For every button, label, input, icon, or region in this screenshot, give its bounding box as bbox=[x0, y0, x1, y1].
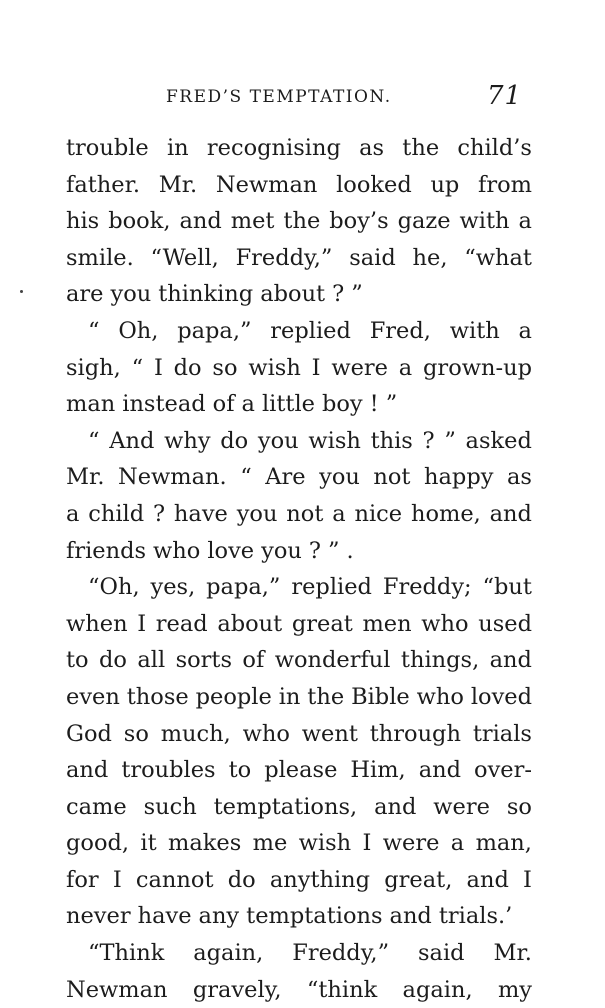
text-line-words bbox=[66, 606, 532, 643]
word: replied bbox=[291, 574, 372, 601]
word: looked bbox=[336, 171, 412, 198]
word: nice bbox=[354, 500, 403, 527]
text-line-words bbox=[66, 679, 532, 716]
text-line-words bbox=[88, 423, 532, 460]
word: book, bbox=[108, 208, 171, 235]
word: troubles bbox=[121, 757, 216, 784]
word: Are bbox=[265, 464, 306, 491]
word: a bbox=[450, 830, 465, 857]
word: replied bbox=[270, 317, 351, 344]
word: trials.’ bbox=[438, 903, 513, 930]
word: never bbox=[66, 903, 131, 930]
word: even bbox=[66, 683, 120, 710]
word: me bbox=[252, 830, 288, 857]
word: who bbox=[242, 720, 290, 747]
word: not bbox=[373, 464, 411, 491]
word: “Think bbox=[88, 940, 165, 967]
word: used bbox=[478, 610, 532, 637]
word: I bbox=[112, 866, 122, 893]
text-line-words bbox=[66, 496, 532, 533]
word: ” bbox=[327, 537, 340, 564]
word: “ bbox=[131, 354, 144, 381]
text-line-words bbox=[66, 642, 532, 679]
word: the bbox=[283, 208, 321, 235]
word: to bbox=[66, 647, 89, 674]
word: and bbox=[466, 866, 509, 893]
word: a bbox=[241, 391, 255, 418]
word: you bbox=[261, 537, 302, 564]
word: friends bbox=[66, 537, 147, 564]
margin-speck bbox=[20, 290, 23, 293]
chapter-title: FRED’S TEMPTATION. bbox=[166, 87, 392, 107]
word: to bbox=[228, 757, 252, 784]
text-line bbox=[66, 350, 532, 387]
word: were bbox=[382, 830, 440, 857]
word: the bbox=[402, 135, 440, 161]
word: read bbox=[155, 610, 208, 637]
text-line-words bbox=[66, 130, 532, 167]
text-line bbox=[66, 935, 532, 972]
word: please bbox=[264, 757, 338, 784]
word: with bbox=[459, 208, 510, 235]
word: do bbox=[99, 647, 127, 674]
text-line bbox=[66, 167, 532, 204]
word: a bbox=[518, 208, 532, 235]
word: and bbox=[418, 757, 462, 784]
word: all bbox=[137, 647, 166, 674]
text-line-words bbox=[88, 935, 532, 972]
word: people bbox=[195, 683, 272, 710]
word: ” bbox=[444, 427, 456, 454]
word: temptations bbox=[246, 903, 383, 930]
text-line-words bbox=[88, 569, 532, 606]
text-line bbox=[66, 606, 532, 643]
word: . bbox=[346, 537, 354, 564]
word: instead bbox=[122, 391, 206, 418]
text-line-words bbox=[66, 716, 532, 753]
word: have bbox=[137, 903, 192, 930]
word: and bbox=[489, 500, 532, 527]
word: Newman bbox=[66, 976, 168, 1003]
text-line-words bbox=[66, 898, 532, 935]
word: papa,” bbox=[206, 574, 281, 601]
text-line-words bbox=[66, 789, 532, 826]
word: who bbox=[153, 537, 201, 564]
word: not bbox=[286, 500, 324, 527]
word: came bbox=[66, 793, 127, 820]
word: wish bbox=[308, 427, 361, 454]
word: ! bbox=[369, 391, 379, 418]
word: he, bbox=[412, 244, 448, 271]
word: “Oh, bbox=[88, 574, 140, 601]
text-line bbox=[66, 533, 532, 570]
word: home, bbox=[410, 500, 481, 527]
text-line bbox=[66, 240, 532, 277]
word: boy bbox=[321, 391, 363, 418]
word: happy bbox=[424, 464, 494, 491]
word: “ bbox=[88, 427, 100, 454]
word: as bbox=[359, 135, 385, 161]
word: of bbox=[242, 647, 265, 674]
word: smile. bbox=[66, 244, 134, 271]
word: who bbox=[421, 610, 469, 637]
word: ? bbox=[332, 281, 345, 308]
word: thinking bbox=[158, 281, 254, 308]
word: and bbox=[179, 208, 222, 235]
word: “but bbox=[482, 574, 532, 601]
text-line bbox=[66, 898, 532, 935]
word: Freddy; bbox=[382, 574, 472, 601]
word: do bbox=[173, 354, 202, 381]
word: this bbox=[370, 427, 413, 454]
word: and bbox=[66, 757, 109, 784]
word: Newman. bbox=[118, 464, 227, 491]
text-line-words bbox=[66, 459, 532, 496]
text-line-words bbox=[88, 313, 532, 350]
word: Him, bbox=[350, 757, 406, 784]
word: love bbox=[207, 537, 255, 564]
text-line bbox=[66, 752, 532, 789]
word: father. bbox=[66, 171, 141, 198]
word: “what bbox=[464, 244, 532, 271]
word: sigh, bbox=[66, 354, 121, 381]
text-line bbox=[66, 789, 532, 826]
word: I bbox=[523, 866, 532, 893]
word: are bbox=[66, 281, 104, 308]
word: those bbox=[126, 683, 189, 710]
word: Mr. bbox=[66, 464, 105, 491]
word: about bbox=[217, 610, 283, 637]
word: his bbox=[66, 208, 100, 235]
text-line bbox=[66, 423, 532, 460]
word: wonderful bbox=[274, 647, 391, 674]
word: a bbox=[518, 317, 532, 344]
word: God bbox=[66, 720, 112, 747]
word: a bbox=[66, 500, 80, 527]
word: you bbox=[236, 500, 278, 527]
word: so bbox=[506, 793, 532, 820]
body-text bbox=[66, 130, 532, 1008]
word: asked bbox=[465, 427, 532, 454]
word: ” bbox=[351, 281, 363, 308]
text-line bbox=[66, 496, 532, 533]
word: it bbox=[140, 830, 157, 857]
word: and bbox=[489, 647, 532, 674]
word: when bbox=[66, 610, 128, 637]
text-line bbox=[66, 130, 532, 167]
text-line-words bbox=[66, 203, 532, 240]
word: over- bbox=[474, 757, 532, 784]
word: loved bbox=[470, 683, 532, 710]
word: boy’s bbox=[329, 208, 389, 235]
word: “ bbox=[240, 464, 252, 491]
word: recognising bbox=[206, 135, 341, 161]
text-line bbox=[66, 825, 532, 862]
text-line-words bbox=[66, 862, 532, 899]
word: great, bbox=[384, 866, 453, 893]
word: anything bbox=[269, 866, 371, 893]
word: gravely, bbox=[192, 976, 282, 1003]
word: such bbox=[143, 793, 197, 820]
word: in bbox=[166, 135, 189, 161]
text-line bbox=[66, 313, 532, 350]
word: do bbox=[227, 866, 256, 893]
word: you bbox=[110, 281, 152, 308]
word: a bbox=[398, 354, 413, 381]
word: you bbox=[319, 464, 360, 491]
word: I bbox=[362, 830, 372, 857]
word: have bbox=[173, 500, 228, 527]
word: and bbox=[389, 903, 432, 930]
text-line bbox=[66, 679, 532, 716]
word: so bbox=[123, 720, 149, 747]
word: sorts bbox=[175, 647, 233, 674]
word: great bbox=[291, 610, 353, 637]
word: little bbox=[261, 391, 315, 418]
word: Newman bbox=[215, 171, 318, 198]
word: ” bbox=[385, 391, 398, 418]
word: And bbox=[109, 427, 155, 454]
word: again, bbox=[402, 976, 473, 1003]
word: Freddy,” bbox=[292, 940, 390, 967]
text-line-words bbox=[66, 167, 532, 204]
word: through bbox=[369, 720, 461, 747]
word: who bbox=[416, 683, 464, 710]
text-line-words bbox=[66, 533, 532, 570]
word: Oh, bbox=[118, 317, 159, 344]
text-line-words bbox=[66, 350, 532, 387]
word: from bbox=[478, 171, 532, 198]
word: and bbox=[374, 793, 417, 820]
word: gaze bbox=[397, 208, 451, 235]
running-head bbox=[0, 83, 605, 113]
word: papa,” bbox=[177, 317, 252, 344]
word: do bbox=[220, 427, 249, 454]
word: were bbox=[331, 354, 388, 381]
text-line bbox=[66, 569, 532, 606]
word: Fred, bbox=[369, 317, 431, 344]
word: with bbox=[449, 317, 500, 344]
word: went bbox=[301, 720, 358, 747]
word: I bbox=[311, 354, 321, 381]
word: much, bbox=[160, 720, 231, 747]
text-line bbox=[66, 276, 532, 313]
text-line bbox=[66, 459, 532, 496]
word: about bbox=[260, 281, 326, 308]
word: Bible bbox=[351, 683, 410, 710]
word: “ bbox=[88, 317, 100, 344]
word: ? bbox=[153, 500, 166, 527]
word: “think bbox=[306, 976, 378, 1003]
word: up bbox=[430, 171, 460, 198]
word: man bbox=[66, 391, 116, 418]
word: wish bbox=[248, 354, 301, 381]
text-line bbox=[66, 716, 532, 753]
word: any bbox=[198, 903, 240, 930]
text-line-words bbox=[66, 240, 532, 277]
word: yes, bbox=[150, 574, 196, 601]
word: child’s bbox=[457, 135, 532, 161]
text-line bbox=[66, 862, 532, 899]
word: said bbox=[418, 940, 465, 967]
word: wish bbox=[298, 830, 352, 857]
word: Mr. bbox=[493, 940, 532, 967]
word: ? bbox=[308, 537, 321, 564]
text-line-words bbox=[66, 825, 532, 862]
text-line-words bbox=[66, 386, 532, 423]
word: why bbox=[164, 427, 211, 454]
word: of bbox=[212, 391, 235, 418]
word: in bbox=[278, 683, 301, 710]
text-line bbox=[66, 203, 532, 240]
word: said bbox=[349, 244, 396, 271]
word: grown-up bbox=[423, 354, 532, 381]
text-line-words bbox=[66, 276, 532, 313]
word: trouble bbox=[66, 135, 149, 161]
text-line bbox=[66, 386, 532, 423]
text-line bbox=[66, 642, 532, 679]
word: cannot bbox=[135, 866, 214, 893]
word: trials bbox=[472, 720, 532, 747]
text-line-words bbox=[66, 972, 532, 1008]
text-line bbox=[66, 972, 532, 1008]
page-number: 71 bbox=[487, 81, 523, 111]
word: for bbox=[66, 866, 99, 893]
word: the bbox=[307, 683, 345, 710]
word: makes bbox=[168, 830, 242, 857]
word: a bbox=[332, 500, 346, 527]
word: Mr. bbox=[158, 171, 198, 198]
word: man, bbox=[475, 830, 532, 857]
word: men bbox=[362, 610, 412, 637]
word: were bbox=[433, 793, 490, 820]
word: I bbox=[153, 354, 163, 381]
word: met bbox=[230, 208, 275, 235]
word: things, bbox=[400, 647, 480, 674]
word: again, bbox=[193, 940, 264, 967]
word: child bbox=[88, 500, 145, 527]
word: my bbox=[497, 976, 532, 1003]
word: good, bbox=[66, 830, 130, 857]
text-line-words bbox=[66, 752, 532, 789]
word: you bbox=[257, 427, 299, 454]
word: “Well, bbox=[150, 244, 219, 271]
word: Freddy,” bbox=[235, 244, 333, 271]
word: ? bbox=[422, 427, 435, 454]
word: so bbox=[212, 354, 238, 381]
word: temptations, bbox=[213, 793, 358, 820]
word: I bbox=[137, 610, 147, 637]
word: as bbox=[506, 464, 532, 491]
